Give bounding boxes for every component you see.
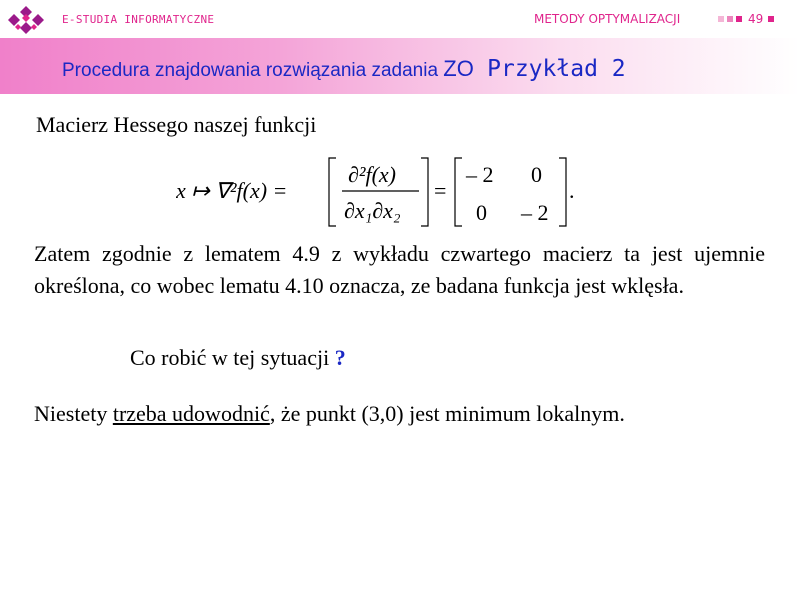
brand-name: E-STUDIA INFORMATYCZNE (62, 13, 215, 26)
fraction-denominator: ∂x₁∂x₂ (344, 198, 401, 223)
svg-text:=: = (434, 178, 447, 203)
page-square-icon (736, 16, 742, 22)
final-after: , że punkt (3,0) jest minimum lokalnym. (269, 401, 625, 426)
slide-title-main: Procedura znajdowania rozwiązania zadania (62, 60, 439, 81)
hessian-formula (176, 150, 596, 232)
page-square-icon (718, 16, 724, 22)
estudia-logo-icon (6, 4, 46, 38)
svg-text:.: . (569, 178, 575, 203)
slide-title-zo: ZO (443, 56, 474, 81)
final-before: Niestety (34, 401, 108, 426)
slide-title (62, 56, 626, 82)
page-square-icon (768, 16, 774, 22)
page-square-icon (727, 16, 733, 22)
formula-lhs: x ↦ ∇²f(x) = (176, 178, 288, 203)
hessian-intro: Macierz Hessego naszej funkcji (36, 112, 317, 137)
matrix-cell: – 2 (521, 200, 549, 225)
matrix-cell: 0 (476, 200, 487, 225)
course-title: METODY OPTYMALIZACJI (534, 12, 681, 26)
slide-title-example: Przykład 2 (487, 56, 626, 82)
fraction-numerator: ∂²f(x) (348, 162, 396, 187)
page-number: 49 (748, 12, 764, 26)
final-underlined: trzeba udowodnić (112, 401, 270, 426)
question-line (130, 345, 346, 371)
page-indicator (718, 12, 774, 26)
question-mark: ? (334, 345, 346, 370)
conclusion-paragraph: Zatem zgodnie z lematem 4.9 z wykładu czwartego macierz ta jest ujemnie określona, co wobec lematu 4.10 oznacza, ze badana funkcja jest wklęsła. (34, 241, 765, 298)
matrix-cell: – 2 (466, 162, 494, 187)
final-statement (34, 401, 625, 427)
question-text: Co robić w tej sytuacji (130, 345, 330, 370)
matrix-cell: 0 (531, 162, 542, 187)
